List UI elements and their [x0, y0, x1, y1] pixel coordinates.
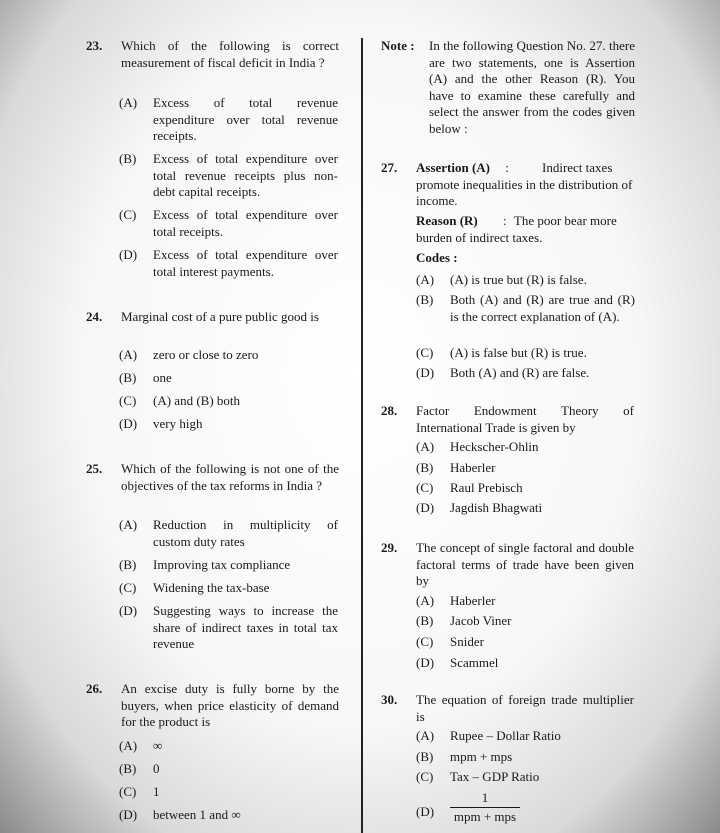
- question-number: 27.: [381, 160, 398, 175]
- question-number: 29.: [381, 540, 398, 555]
- question-text: The concept of single factoral and double factoral terms of trade have been given by: [416, 540, 634, 588]
- fraction-numerator: 1: [450, 790, 520, 808]
- question-number: 25.: [86, 461, 103, 476]
- question-number: 24.: [86, 309, 103, 324]
- question-text: Marginal cost of a pure public good is: [121, 309, 319, 324]
- question-number: 23.: [86, 38, 103, 53]
- reason-label: Reason (R): [416, 213, 478, 228]
- question-number: 26.: [86, 681, 103, 696]
- reason-text: The poor bear more burden of indirect taxes.: [416, 213, 617, 245]
- question-text: Which of the following is not one of the objectives of the tax reforms in India ?: [121, 461, 339, 493]
- question-text: Which of the following is correct measurement of fiscal deficit in India ?: [121, 38, 339, 70]
- assertion-label: Assertion (A): [416, 160, 491, 175]
- assertion: Assertion (A) :: [416, 160, 509, 175]
- question-number: 28.: [381, 403, 398, 418]
- exam-page: 23. Which of the following is correct measurement of fiscal deficit in India ? (A) Excess of total revenue expenditure over total revenue receipts. (B) Excess of total expenditure over total revenue receipts plus non-debt capital receipts. (C) Excess of total expenditure over total receipts. (D) Excess of total expenditure over total interest payments. 24. Marginal cost of a pure public good is (A) zero or close to zero (B) one (C) (A) and (B) both (D) very high 25. Which of the following is not one of the objectives of the tax reforms in India ? (A) Reduction in multiplicity of custom duty rates (B) Improving tax compliance (C) Widening the tax-base (D) Suggesting ways to increase the share of indirect taxes in total tax revenue 26. An excise duty is fully borne by the buyers, when price elasticity of demand for the product is (A) ∞ (B) 0 (C) 1 (D) between 1 and ∞ Note : In the following Question No. 27. there are two statements, one is Assertion (A) and the other Reason (R). You have to examine these carefully and select the answer from the codes given below : 27. Assertion (A) : Indirect taxes promote inequalities in the distribution of income. Reason (R) : The poor bear more burden of indirect taxes. Codes : (A) (A) is true but (R) is false. (B) Both (A) and (R) are true and (R) is the correct explanation of (A). (C) (A) is false but (R) is true. (D) Both (A) and (R) are false. 28. Factor Endowment Theory of International Trade is given by (A) Heckscher-Ohlin (B) Haberler (C) Raul Prebisch (D) Jagdish Bhagwati 29. The concept of single factoral and double factoral terms of trade have been given by (A) Haberler (B) Jacob Viner (C) Snider (D) Scammel 30. The equation of foreign trade multiplier is (A) Rupee – Dollar Ratio (B) mpm + mps (C) Tax – GDP Ratio (D) 1 mpm + mps: [0, 0, 720, 833]
- question-text: The equation of foreign trade multiplier is: [416, 692, 634, 724]
- column-divider: [361, 38, 363, 833]
- codes-label: Codes :: [416, 250, 458, 265]
- question-number: 30.: [381, 692, 398, 707]
- fraction: [450, 790, 520, 825]
- question-text: An excise duty is fully borne by the buyers, when price elasticity of demand for the product is: [121, 681, 339, 729]
- assertion-text: Indirect taxes promote inequalities in the distribution of income.: [416, 160, 633, 208]
- note-text: In the following Question No. 27. there are two statements, one is Assertion (A) and the other Reason (R). You have to examine these carefully and select the answer from the codes given below :: [429, 38, 635, 136]
- fraction-denominator: mpm + mps: [453, 809, 517, 824]
- note-label: Note :: [381, 38, 415, 53]
- question-text: Factor Endowment Theory of International Trade is given by: [416, 403, 634, 435]
